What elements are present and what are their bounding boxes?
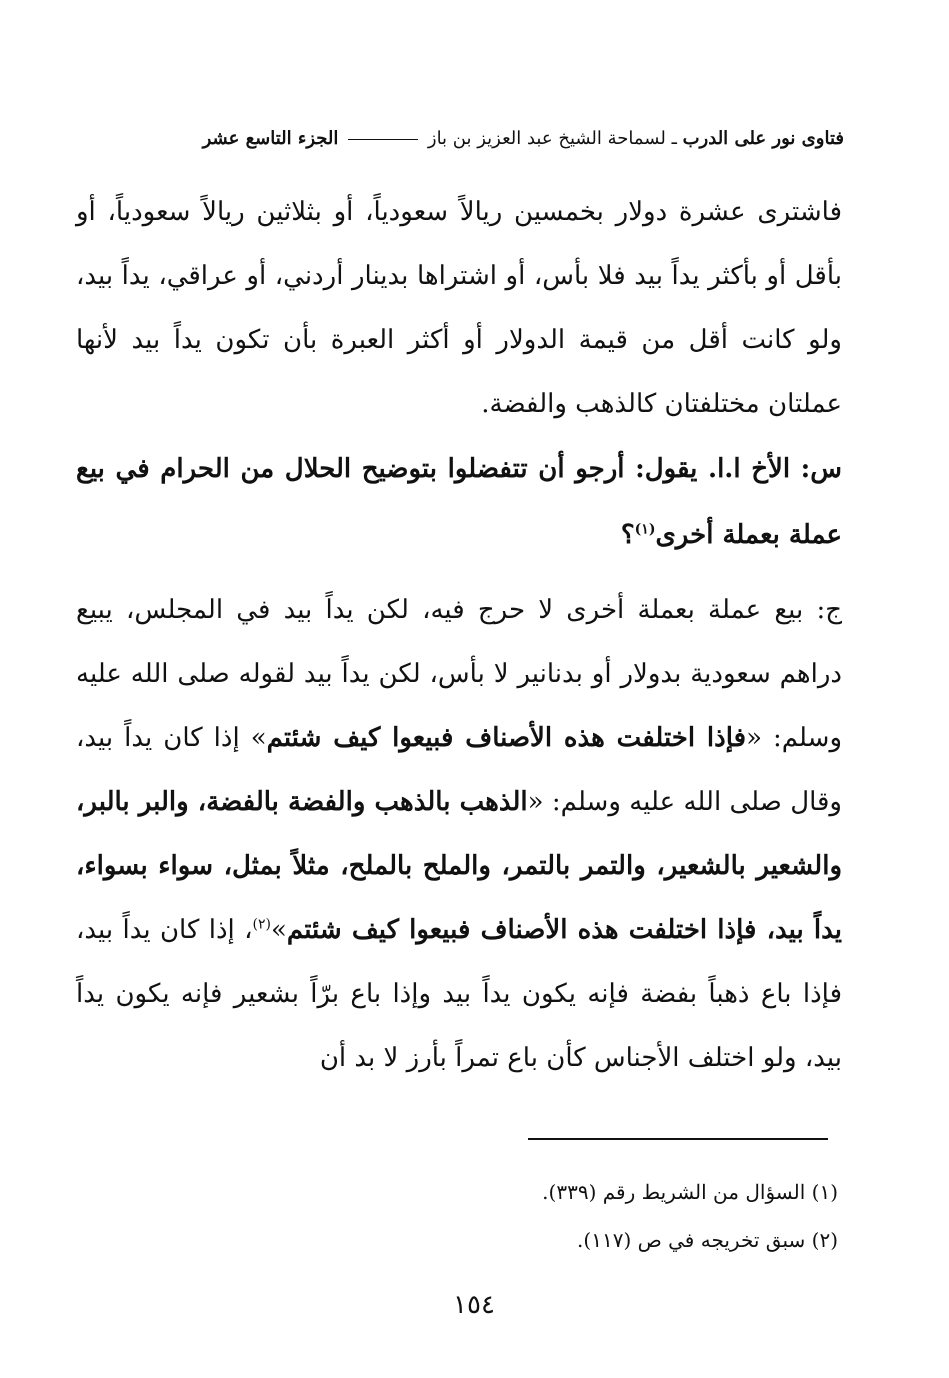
answer-text-1: ج: بيع عملة بعملة أخرى لا حرج فيه، لكن يداً بيد في المجلس، يبيع دراهم سعودية بدولار أو بدنانير لا بأس، لكن يداً بيد لقوله صلى الله عليه وسلم: « [76,595,842,753]
running-header [84,122,844,156]
footnote-ref-1: (١) [634,521,656,538]
hadith-quote-1: فإذا اختلفت هذه الأصناف فبيعوا كيف شئتم [266,723,747,753]
header-dash: ـ [671,128,677,149]
footnote-2: (٢) سبق تخريجه في ص (١١٧). [577,1228,838,1252]
volume-label: الجزء التاسع عشر [202,128,339,149]
answer-text-4: ، إذا كان يداً بيد، فإذا باع ذهباً بفضة فإنه يكون يداً بيد وإذا باع برّاً بشعير فإنه يكون يداً بيد، ولو اختلف الأجناس كأن باع تمراً بأرز لا بد أن [76,915,842,1073]
question-mark: ؟ [620,520,635,550]
footnotes [300,1168,838,1264]
answer-text-2: » إذا كان يداً بيد، وقال صلى الله عليه وسلم: « [76,723,842,817]
book-title: فتاوى نور على الدرب [682,128,844,149]
header-author: لسماحة الشيخ عبد العزيز بن باز [427,128,666,149]
page-number: ١٥٤ [453,1290,495,1320]
answer-text-3: » [270,915,287,945]
answer-paragraph [76,578,842,1090]
footnote-ref-2: (٢) [252,916,271,933]
hadith-quote-2: الذهب بالذهب والفضة بالفضة، والبر بالبر، والشعير بالشعير، والتمر بالتمر، والملح بالملح، مثلاً بمثل، سواء بسواء، يداً بيد، فإذا اختلفت هذه الأصناف فبيعوا كيف شئتم [76,787,842,945]
question-text: س: الأخ ا.ا. يقول: أرجو أن تتفضلوا بتوضيح الحلال من الحرام في بيع عملة بعملة أخرى [76,454,842,550]
question-paragraph [76,436,842,568]
footnote-1: (١) السؤال من الشريط رقم (٣٣٩). [542,1180,838,1204]
footnote-separator [528,1138,828,1140]
header-rule [348,139,418,140]
paragraph-continuation: فاشترى عشرة دولار بخمسين ريالاً سعودياً، أو بثلاثين ريالاً سعودياً، أو بأقل أو بأكثر يداً بيد فلا بأس، أو اشتراها بدينار أردني، أو عراقي، يداً بيد، ولو كانت أقل من قيمة الدولار أو أكثر العبرة بأن تكون يداً بيد لأنها عملتان مختلفتان كالذهب والفضة. [76,197,842,419]
